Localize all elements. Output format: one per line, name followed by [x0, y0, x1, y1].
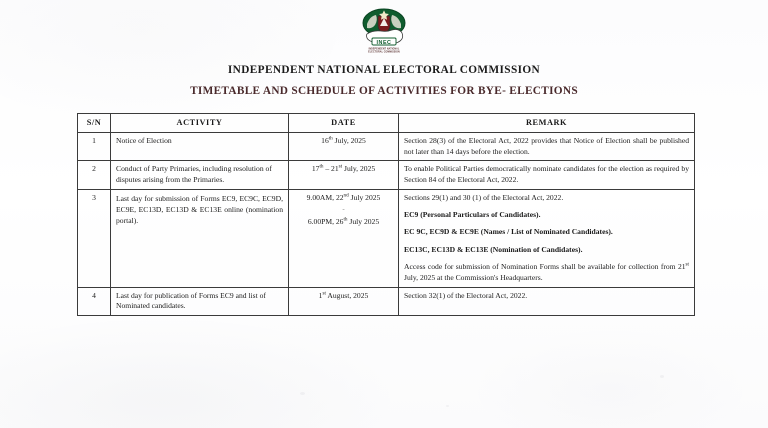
- column-header-remark: REMARK: [399, 114, 695, 133]
- date-end: [294, 217, 393, 228]
- cell-sn: 2: [78, 161, 111, 190]
- cell-activity: Last day for submission of Forms EC9, EC9C, EC9D, EC9E, EC13D, EC13D & EC13E online (nomination portal).: [111, 189, 289, 287]
- column-header-activity: ACTIVITY: [111, 114, 289, 133]
- date-end-time: 6.00PM, 26: [307, 216, 344, 226]
- document-subtitle: TIMETABLE AND SCHEDULE OF ACTIVITIES FOR BYE- ELECTIONS: [190, 85, 578, 97]
- cell-date: [289, 161, 399, 190]
- date-ordinal: th: [328, 135, 333, 142]
- table-row: [78, 189, 695, 287]
- scan-artifact: [660, 375, 664, 378]
- cell-remark: Section 32(1) of the Electoral Act, 2022.: [399, 287, 695, 316]
- column-header-date: DATE: [289, 114, 399, 133]
- date-ordinal-2: st: [338, 163, 343, 170]
- access-code-text-b: July, 2025 at the Commission's Headquarters.: [404, 272, 543, 282]
- cell-sn: 1: [78, 132, 111, 161]
- cell-sn: 3: [78, 189, 111, 287]
- date-day: 1: [318, 290, 323, 300]
- date-day: 16: [321, 135, 329, 145]
- date-day: 17: [311, 164, 320, 174]
- table-header-row: [78, 114, 695, 133]
- date-range-separator: [294, 204, 393, 217]
- logo-container: [0, 8, 768, 60]
- table-row: [78, 161, 695, 190]
- document-header: [0, 0, 768, 97]
- date-end-rest: July 2025: [347, 216, 380, 226]
- date-rest: July, 2025: [332, 135, 366, 145]
- date-ordinal: st: [322, 290, 326, 297]
- document-title: INDEPENDENT NATIONAL ELECTORAL COMMISSION: [227, 64, 541, 76]
- cell-sn: 4: [78, 287, 111, 316]
- date-end-ordinal: th: [343, 216, 348, 223]
- cell-activity: Last day for publication of Forms EC9 and list of Nominated candidates.: [111, 287, 289, 316]
- date-rest: August, 2025: [325, 290, 369, 300]
- access-code-text-a: Access code for submission of Nomination Forms shall be available for collection from 21: [404, 262, 686, 272]
- schedule-table: [77, 113, 695, 316]
- remark-paragraph-access-code: [404, 262, 689, 284]
- date-start-rest: July 2025: [348, 192, 381, 202]
- cell-remark: To enable Political Parties democratically nominate candidates for the election as required by Section 84 of the Electoral Act, 2022.: [399, 161, 695, 190]
- date-start: [294, 193, 393, 204]
- date-start-time: 9.00AM, 22: [306, 192, 344, 202]
- cell-activity: Notice of Election: [111, 132, 289, 161]
- scan-artifact: [300, 392, 305, 395]
- cell-activity: Conduct of Party Primaries, including resolution of disputes arising from the Primaries.: [111, 161, 289, 190]
- scan-artifact: [446, 405, 449, 407]
- cell-date: [289, 287, 399, 316]
- remark-paragraph-ec9: EC9 (Personal Particulars of Candidates).: [404, 210, 541, 220]
- remark-paragraph-ec9c: EC 9C, EC9D & EC9E (Names / List of Nominated Candidates).: [404, 227, 613, 237]
- cell-remark: Section 28(3) of the Electoral Act, 2022 provides that Notice of Election shall be published not later than 14 days before the election.: [399, 132, 695, 161]
- svg-text:INDEPENDENT NATIONAL: INDEPENDENT NATIONAL: [368, 48, 400, 51]
- cell-date: [289, 189, 399, 287]
- svg-text:ELECTORAL COMMISSION: ELECTORAL COMMISSION: [368, 51, 400, 54]
- svg-text:INEC: INEC: [376, 39, 392, 46]
- date-ordinal: th: [319, 163, 324, 170]
- inec-coat-of-arms-logo: [353, 8, 415, 60]
- remark-paragraph-ec13c: EC13C, EC13D & EC13E (Nomination of Candidates).: [404, 244, 583, 254]
- column-header-sn: S/N: [78, 114, 111, 133]
- access-code-ordinal: st: [685, 261, 689, 268]
- date-rest: July, 2025: [342, 164, 376, 174]
- cell-remark: [399, 189, 695, 287]
- remark-paragraph-statute: Sections 29(1) and 30 (1) of the Electoral Act, 2022.: [404, 192, 564, 202]
- schedule-table-container: [77, 113, 694, 316]
- date-mid: – 21: [323, 164, 339, 174]
- table-row: [78, 287, 695, 316]
- date-start-ordinal: nd: [343, 192, 349, 199]
- cell-date: [289, 132, 399, 161]
- table-row: [78, 132, 695, 161]
